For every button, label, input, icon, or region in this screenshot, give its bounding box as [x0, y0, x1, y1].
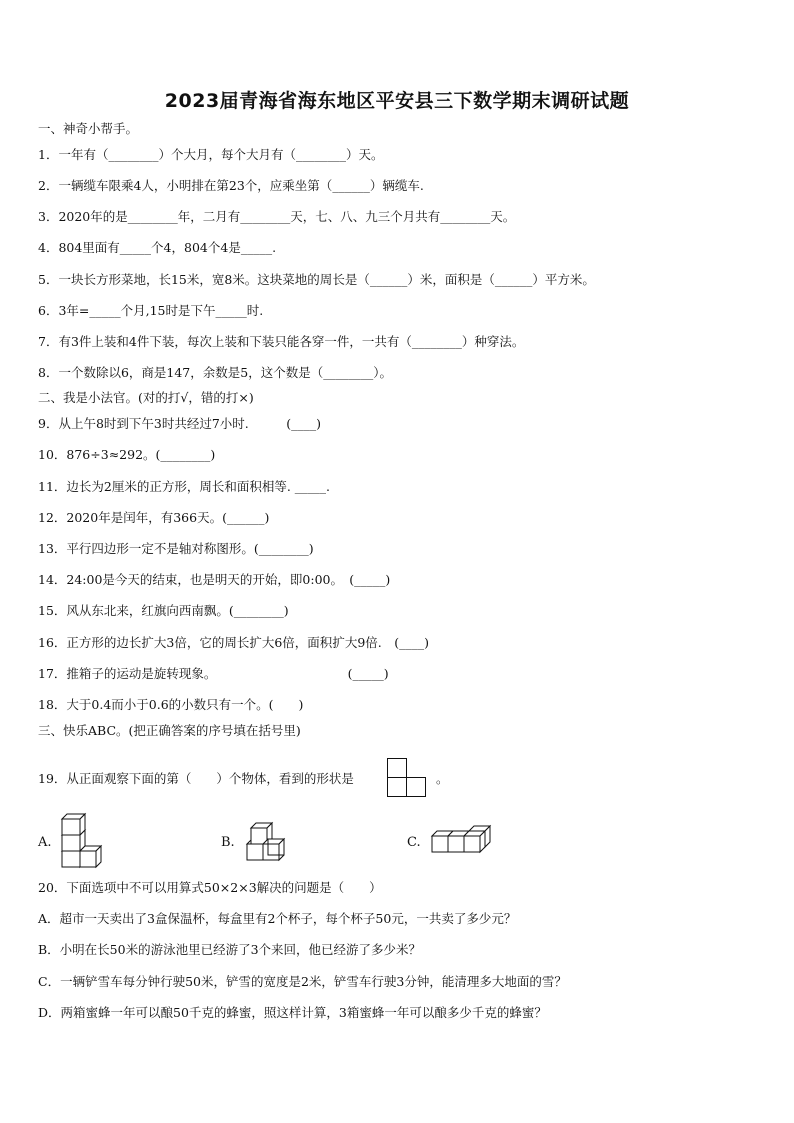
question-3: 3．2020年的是________年，二月有________天，七、八、九三个月共有________天。	[38, 209, 516, 224]
question-2: 2．一辆缆车限乘4人，小明排在第23个，应乘坐第（______）辆缆车.	[38, 178, 424, 193]
question-14: 14．24:00是今天的结束，也是明天的开始，即0:00。 (_____)	[38, 572, 391, 587]
question-18: 18．大于0.4而小于0.6的小数只有一个。( )	[38, 697, 304, 712]
question-8: 8．一个数除以6，商是147，余数是5，这个数是（________）。	[38, 365, 392, 380]
question-1: 1．一年有（________）个大月，每个大月有（________）天。	[38, 147, 384, 162]
question-7: 7．有3件上装和4件下装，每次上装和下装只能各穿一件，一共有（________）种穿法。	[38, 334, 525, 349]
section-heading-3: 三、快乐ABC。(把正确答案的序号填在括号里)	[38, 723, 301, 738]
question-20-option-d: D．两箱蜜蜂一年可以酿50千克的蜂蜜，照这样计算，3箱蜜蜂一年可以酿多少千克的蜂蜜？	[38, 1005, 547, 1020]
question-19	[38, 771, 354, 787]
question-17: 17．推箱子的运动是旋转现象。 (_____)	[38, 666, 389, 681]
question-19-end: 。	[436, 771, 449, 786]
question-12: 12．2020年是闰年，有366天。(______)	[38, 510, 270, 525]
question-20-option-c: C．一辆铲雪车每分钟行驶50米，铲雪的宽度是2米，铲雪车行驶3分钟，能清理多大地面的雪？	[38, 974, 567, 989]
question-20-option-a: A．超市一天卖出了3盒保温杯，每盒里有2个杯子，每个杯子50元，一共卖了多少元？	[38, 911, 517, 926]
question-20-option-b: B．小明在长50米的游泳池里已经游了3个来回，他已经游了多少米？	[38, 942, 422, 957]
option-b-label: B.	[221, 835, 235, 850]
question-9: 9．从上午8时到下午3时共经过7小时. (____)	[38, 416, 322, 431]
question-13: 13．平行四边形一定不是轴对称图形。(________)	[38, 541, 314, 556]
option-b-cubes-icon	[245, 820, 293, 864]
option-c-cubes-icon	[430, 826, 492, 858]
question-10: 10．876÷3≈292。(________)	[38, 447, 216, 462]
question-11: 11．边长为2厘米的正方形，周长和面积相等. _____.	[38, 479, 331, 494]
question-6: 6．3年=_____个月,15时是下午_____时.	[38, 303, 264, 318]
question-5: 5．一块长方形菜地，长15米，宽8米。这块菜地的周长是（______）米，面积是（______）平方米。	[38, 272, 595, 287]
option-a-label: A.	[38, 835, 52, 850]
question-19-text: 19．从正面观察下面的第（ ）个物体，看到的形状是	[38, 771, 354, 786]
section-heading-1: 一、神奇小帮手。	[38, 121, 139, 136]
question-20: 20．下面选项中不可以用算式50×2×3解决的问题是（ ）	[38, 880, 382, 895]
page-title: 2023届青海省海东地区平安县三下数学期末调研试题	[164, 90, 630, 112]
question-4: 4．804里面有_____个4，804个4是_____.	[38, 240, 277, 255]
question-16: 16．正方形的边长扩大3倍，它的周长扩大6倍，面积扩大9倍. (____)	[38, 635, 429, 650]
front-view-shape-icon	[387, 758, 427, 798]
question-15: 15．风从东北来，红旗向西南飘。(________)	[38, 603, 289, 618]
option-c-label: C.	[407, 835, 421, 850]
option-a-cubes-icon	[60, 815, 102, 869]
section-heading-2: 二、我是小法官。(对的打√，错的打×)	[38, 390, 254, 405]
